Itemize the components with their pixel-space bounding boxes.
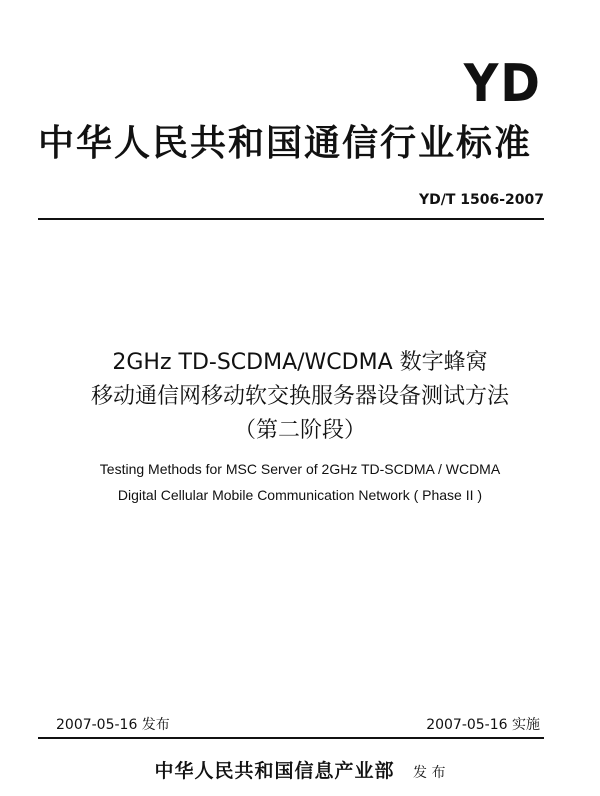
issuer-name: 中华人民共和国信息产业部 <box>154 760 395 782</box>
top-divider <box>38 218 544 220</box>
issuer-line <box>0 756 600 783</box>
publish-date: 2007-05-16 发布 <box>56 717 170 733</box>
standard-number: YD/T 1506-2007 <box>418 192 544 208</box>
title-en-line-2: Digital Cellular Mobile Communication Network ( Phase II ) <box>117 487 483 503</box>
title-en-line-1: Testing Methods for MSC Server of 2GHz TD-SCDMA / WCDMA <box>99 461 501 477</box>
standard-category-title: 中华人民共和国通信行业标准 <box>38 123 533 164</box>
dates-row <box>56 714 540 732</box>
bottom-divider <box>38 737 544 739</box>
issuer-action: 发 布 <box>413 765 446 781</box>
title-zh-line-2: 移动通信网移动软交换服务器设备测试方法 <box>90 384 509 409</box>
title-zh-line-3: （第二阶段） <box>233 418 366 443</box>
document-title-block <box>0 346 600 508</box>
title-zh-line-1: 2GHz TD-SCDMA/WCDMA 数字蜂窝 <box>112 350 488 375</box>
effective-date: 2007-05-16 实施 <box>426 717 540 733</box>
yd-logo: YD <box>463 54 542 114</box>
